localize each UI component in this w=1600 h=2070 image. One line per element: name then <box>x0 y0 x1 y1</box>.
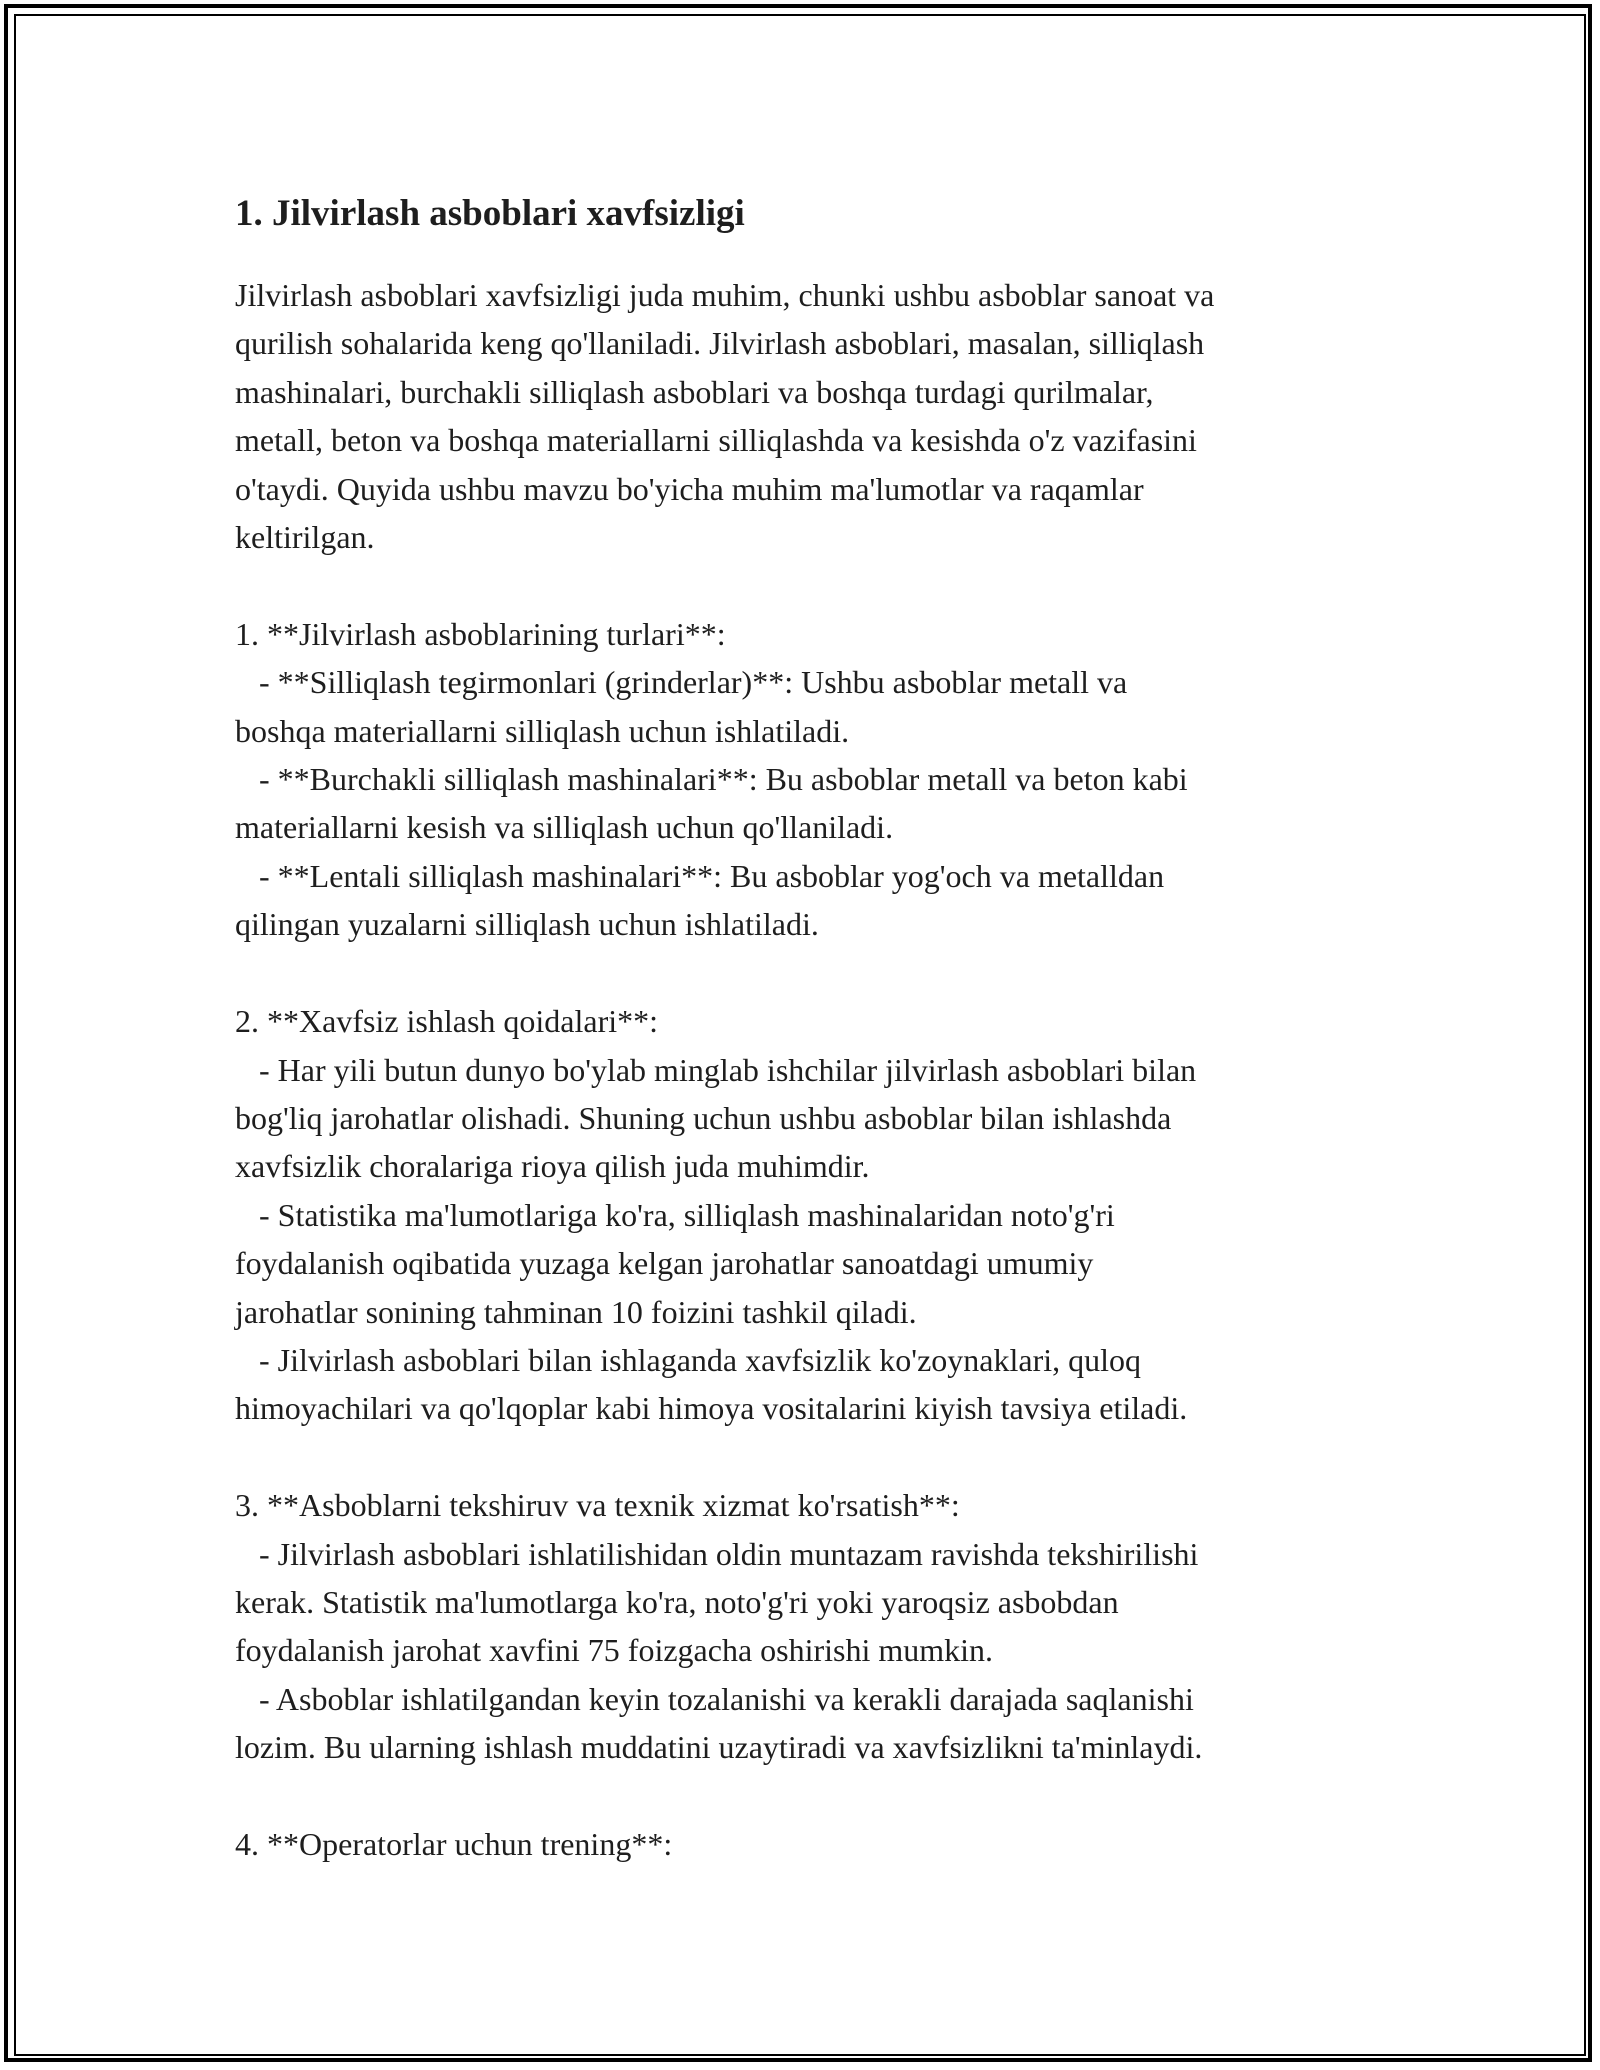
document-page <box>235 185 1385 1868</box>
section-heading: 1. Jilvirlash asboblari xavfsizligi <box>235 193 745 234</box>
section-body-text: Jilvirlash asboblari xavfsizligi juda muhim, chunki ushbu asboblar sanoat va qurilish sohalarida keng qo'llaniladi. Jilvirlash asboblari, masalan, silliqlash mashinalari, burchakli silliqlash asboblari va boshqa turdagi qurilmalar, metall, beton va boshqa materiallarni silliqlashda va kesishda o'z vazifasini o'taydi. Quyida ushbu mavzu bo'yicha muhim ma'lumotlar va raqamlar keltirilgan. 1. **Jilvirlash asboblarining turlari**: - **Silliqlash tegirmonlari (grinderlar)**: Ushbu asboblar metall va boshqa materiallarni silliqlash uchun ishlatiladi. - **Burchakli silliqlash mashinalari**: Bu asboblar metall va beton kabi materiallarni kesish va silliqlash uchun qo'llaniladi. - **Lentali silliqlash mashinalari**: Bu asboblar yog'och va metalldan qilingan yuzalarni silliqlash uchun ishlatiladi. 2. **Xavfsiz ishlash qoidalari**: - Har yili butun dunyo bo'ylab minglab ishchilar jilvirlash asboblari bilan bog'liq jarohatlar olishadi. Shuning uchun ushbu asboblar bilan ishlashda xavfsizlik choralariga rioya qilish juda muhimdir. - Statistika ma'lumotlariga ko'ra, silliqlash mashinalaridan noto'g'ri foydalanish oqibatida yuzaga kelgan jarohatlar sanoatdagi umumiy jarohatlar sonining tahminan 10 foizini tashkil qiladi. - Jilvirlash asboblari bilan ishlaganda xavfsizlik ko'zoynaklari, quloq himoyachilari va qo'lqoplar kabi himoya vositalarini kiyish tavsiya etiladi. 3. **Asboblarni tekshiruv va texnik xizmat ko'rsatish**: - Jilvirlash asboblari ishlatilishidan oldin muntazam ravishda tekshirilishi kerak. Statistik ma'lumotlarga ko'ra, noto'g'ri yoki yaroqsiz asbobdan foydalanish jarohat xavfini 75 foizgacha oshirishi mumkin. - Asboblar ishlatilgandan keyin tozalanishi va kerakli darajada saqlanishi lozim. Bu ularning ishlash muddatini uzaytiradi va xavfsizlikni ta'minlaydi. 4. **Operatorlar uchun trening**: <box>235 277 1215 1862</box>
